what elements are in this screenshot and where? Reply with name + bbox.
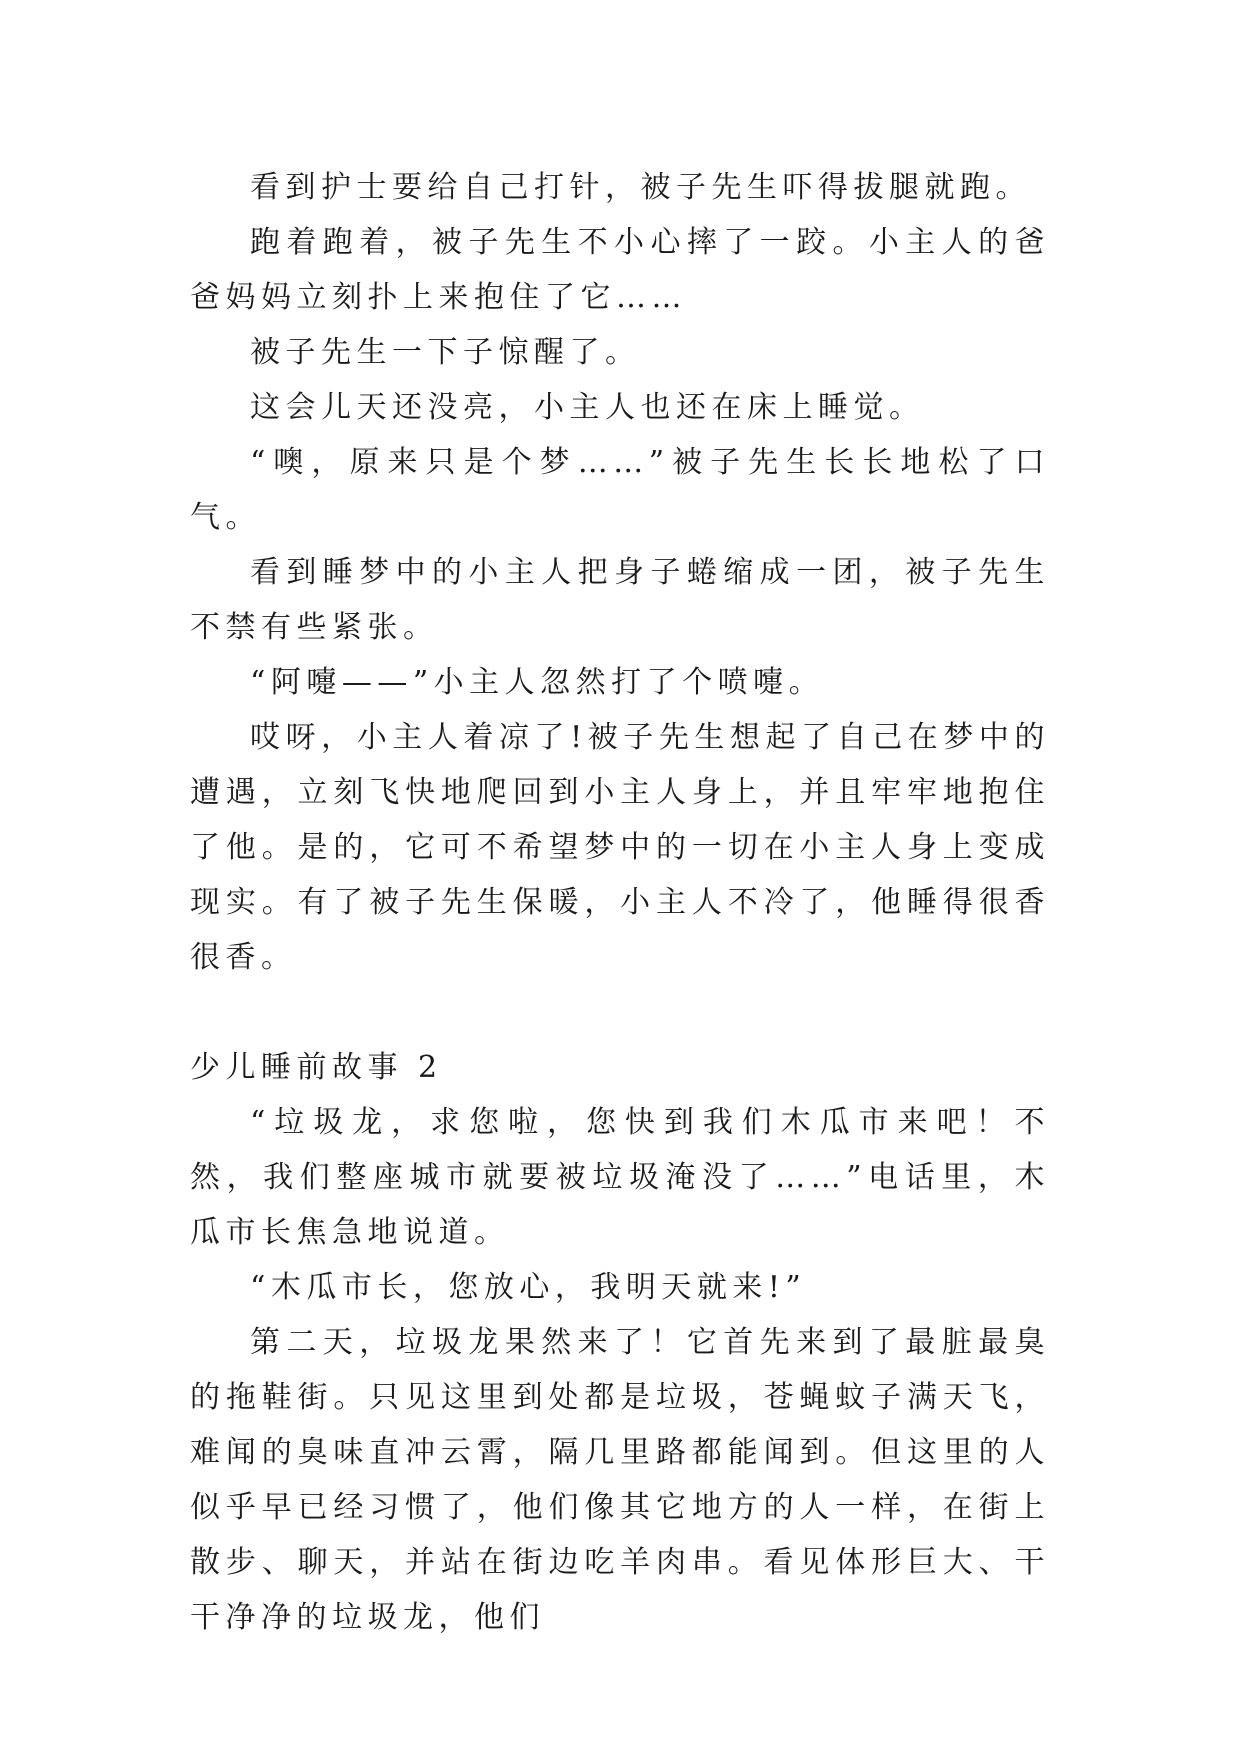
paragraph: 看到护士要给自己打针，被子先生吓得拔腿就跑。 (250, 170, 1031, 205)
paragraph: “木瓜市长，您放心，我明天就来!” (250, 1270, 807, 1305)
paragraph: “垃圾龙，求您啦，您快到我们木瓜市来吧！不然，我们整座城市就要被垃圾淹没了……”电话里，木瓜市长焦急地说道。 (190, 1105, 1050, 1250)
document-body (190, 160, 1050, 1645)
paragraph: “阿嚏——”小主人忽然打了个喷嚏。 (250, 665, 825, 700)
paragraph: 被子先生一下子惊醒了。 (250, 335, 641, 370)
paragraph: 跑着跑着，被子先生不小心摔了一跤。小主人的爸爸妈妈立刻扑上来抱住了它…… (190, 225, 1050, 315)
paragraph: 这会儿天还没亮，小主人也还在床上睡觉。 (250, 390, 925, 425)
section-heading: 少儿睡前故事 2 (190, 1050, 443, 1085)
paragraph: “噢，原来只是个梦……”被子先生长长地松了口气。 (190, 445, 1050, 535)
paragraph: 哎呀，小主人着凉了!被子先生想起了自己在梦中的遭遇，立刻飞快地爬回到小主人身上，并且牢牢地抱住了他。是的，它可不希望梦中的一切在小主人身上变成现实。有了被子先生保暖，小主人不冷了，他睡得很香很香。 (190, 720, 1050, 975)
paragraph: 看到睡梦中的小主人把身子蜷缩成一团，被子先生不禁有些紧张。 (190, 555, 1050, 645)
paragraph: 第二天，垃圾龙果然来了！它首先来到了最脏最臭的拖鞋街。只见这里到处都是垃圾，苍蝇蚊子满天飞，难闻的臭味直冲云霄，隔几里路都能闻到。但这里的人似乎早已经习惯了，他们像其它地方的人一样，在街上散步、聊天，并站在街边吃羊肉串。看见体形巨大、干干净净的垃圾龙，他们 (190, 1325, 1050, 1635)
